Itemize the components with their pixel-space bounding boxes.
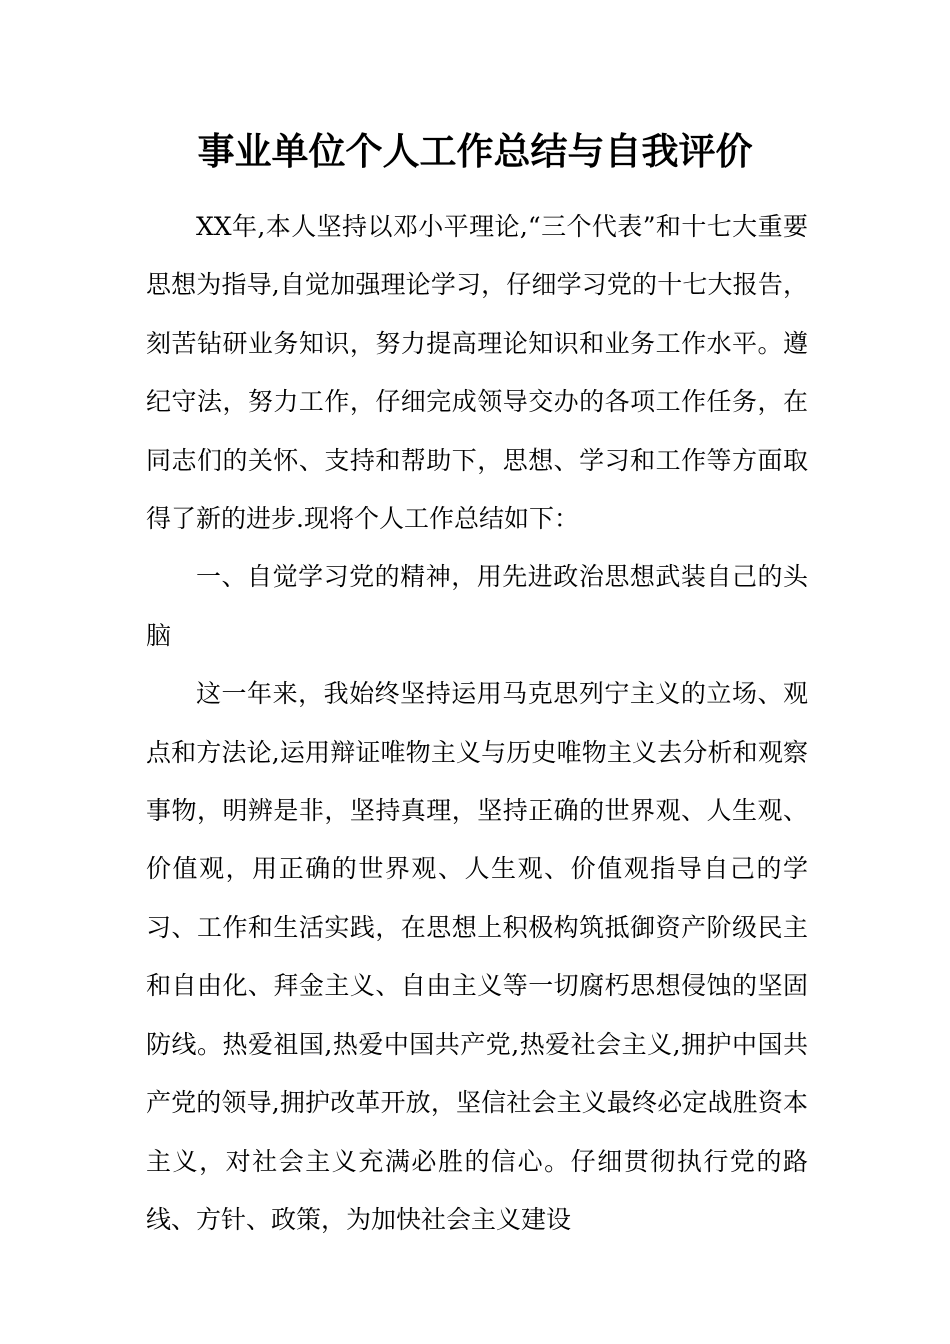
document-title: 事业单位个人工作总结与自我评价: [197, 130, 753, 173]
paragraph-section-1: 这一年来，我始终坚持运用马克思列宁主义的立场、观点和方法论,运用辩证唯物主义与历史唯物主义去分析和观察事物，明辨是非，坚持真理，坚持正确的世界观、人生观、价值观，用正确的世界观、人生观、价值观指导自己的学习、工作和生活实践，在思想上积极构筑抵御资产阶级民主和自由化、拜金主义、自由主义等一切腐朽思想侵蚀的坚固防线。热爱祖国,热爱中国共产党,热爱社会主义,拥护中国共产党的领导,拥护改革开放，坚信社会主义最终必定战胜资本主义，对社会主义充满必胜的信心。仔细贯彻执行党的路线、方针、政策，为加快社会主义建设: [146, 679, 808, 1234]
section-heading-1: 一、自觉学习党的精神，用先进政治思想武装自己的头脑: [146, 562, 808, 650]
paragraph-intro: XX年,本人坚持以邓小平理论,“三个代表”和十七大重要思想为指导,自觉加强理论学习，仔细学习党的十七大报告，刻苦钻研业务知识，努力提高理论知识和业务工作水平。遵纪守法，努力工作，仔细完成领导交办的各项工作任务，在同志们的关怀、支持和帮助下，思想、学习和工作等方面取得了新的进步.现将个人工作总结如下：: [146, 212, 808, 534]
document-body: [146, 198, 808, 1249]
